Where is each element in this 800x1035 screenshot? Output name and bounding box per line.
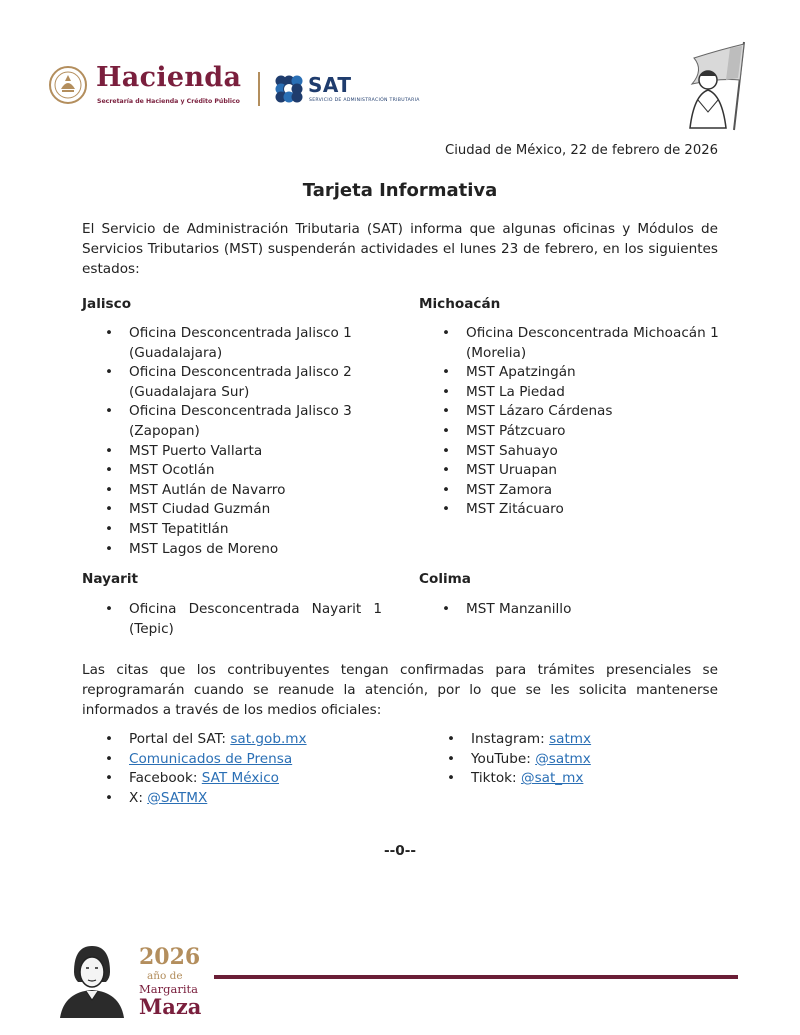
heroine-flag-icon xyxy=(664,40,756,132)
list-item: • Oficina Desconcentrada Jalisco 1 (Guadalajara) xyxy=(82,324,382,363)
contact-label: Facebook: xyxy=(129,770,202,787)
list-item: • MST Lagos de Moreno xyxy=(82,540,382,560)
list-item: • Oficina Desconcentrada Jalisco 2 (Guadalajara Sur) xyxy=(82,363,382,402)
footer-margarita: Margarita xyxy=(139,982,198,996)
contact-item-comunicados xyxy=(82,750,412,770)
contact-list-right xyxy=(424,730,724,789)
list-item: • Oficina Desconcentrada Nayarit 1 (Tepic) xyxy=(82,600,382,639)
facebook-link[interactable]: SAT México xyxy=(201,770,279,787)
footer-year: 2026 xyxy=(139,944,201,970)
office-list-nayarit xyxy=(82,600,382,639)
list-item: • Oficina Desconcentrada Jalisco 3 (Zapopan) xyxy=(82,402,382,441)
list-item: • MST Tepatitlán xyxy=(82,520,382,540)
footer-maza: Maza xyxy=(139,994,202,1019)
contact-item-instagram xyxy=(424,730,724,750)
list-item: • MST Ciudad Guzmán xyxy=(82,500,382,520)
contact-item-facebook xyxy=(82,769,412,789)
date-line: Ciudad de México, 22 de febrero de 2026 xyxy=(444,143,718,158)
contact-label: Tiktok: xyxy=(471,770,521,787)
office-list-colima xyxy=(419,600,719,620)
sat-logo-icon xyxy=(274,74,304,104)
list-item: • MST Puerto Vallarta xyxy=(82,442,382,462)
list-item: • Oficina Desconcentrada Michoacán 1 (Morelia) xyxy=(419,324,729,363)
contact-label: YouTube: xyxy=(471,750,536,767)
contact-label: X: xyxy=(129,789,148,806)
list-item: • MST Lázaro Cárdenas xyxy=(419,402,729,422)
footer-divider xyxy=(214,975,738,979)
list-item: • MST Zamora xyxy=(419,481,729,501)
tiktok-link[interactable]: @sat_mx xyxy=(520,770,584,787)
instagram-link[interactable]: satmx xyxy=(549,731,592,747)
hacienda-subtitle: Secretaría de Hacienda y Crédito Público xyxy=(97,98,240,105)
contact-item-x xyxy=(82,789,412,809)
contact-label: Portal del SAT: xyxy=(129,731,231,747)
list-item: • MST Ocotlán xyxy=(82,461,382,481)
contact-item-tiktok xyxy=(424,769,724,789)
list-item: • MST Sahuayo xyxy=(419,442,729,462)
list-item: • MST Zitácuaro xyxy=(419,500,729,520)
hacienda-logo-text: Hacienda xyxy=(96,62,242,93)
intro-paragraph: El Servicio de Administración Tributaria (SAT) informa que algunas oficinas y Módulos de Servicios Tributarios (MST) suspenderán actividades el lunes 23 de febrero, en los siguientes estados: xyxy=(82,221,718,277)
contact-label: Instagram: xyxy=(471,731,550,747)
end-mark: --0-- xyxy=(383,843,417,859)
state-title-colima: Colima xyxy=(419,571,471,587)
list-item: • MST Apatzingán xyxy=(419,363,729,383)
state-title-nayarit: Nayarit xyxy=(82,571,139,587)
header-divider xyxy=(258,72,260,106)
state-title-jalisco: Jalisco xyxy=(82,296,132,312)
sat-logo-text: SAT xyxy=(308,73,352,97)
press-releases-link[interactable]: Comunicados de Prensa xyxy=(129,750,293,767)
list-item: • MST Uruapan xyxy=(419,461,729,481)
list-item: • MST Autlán de Navarro xyxy=(82,481,382,501)
list-item: • MST Manzanillo xyxy=(419,600,719,620)
contact-item-youtube xyxy=(424,750,724,770)
page-title: Tarjeta Informativa xyxy=(302,180,498,201)
list-item: • MST Pátzcuaro xyxy=(419,422,729,442)
closing-paragraph: Las citas que los contribuyentes tengan confirmadas para trámites presenciales se reprogramarán cuando se reanude la atención, por lo que se les solicita mantenerse informados a través de los medios oficiales: xyxy=(82,662,718,718)
x-link[interactable]: @SATMX xyxy=(147,789,208,806)
list-item: • MST La Piedad xyxy=(419,383,729,403)
sat-subtitle: SERVICIO DE ADMINISTRACIÓN TRIBUTARIA xyxy=(309,98,420,103)
office-list-jalisco xyxy=(82,324,382,559)
youtube-link[interactable]: @satmx xyxy=(535,750,591,767)
contact-item-portal xyxy=(82,730,412,750)
margarita-maza-portrait-icon xyxy=(52,938,132,1018)
mexico-emblem-icon xyxy=(48,65,88,105)
office-list-michoacan xyxy=(419,324,729,520)
state-title-michoacan: Michoacán xyxy=(419,296,501,312)
contact-list-left xyxy=(82,730,412,808)
footer-anio-de: año de xyxy=(147,970,183,982)
portal-link[interactable]: sat.gob.mx xyxy=(230,731,307,747)
